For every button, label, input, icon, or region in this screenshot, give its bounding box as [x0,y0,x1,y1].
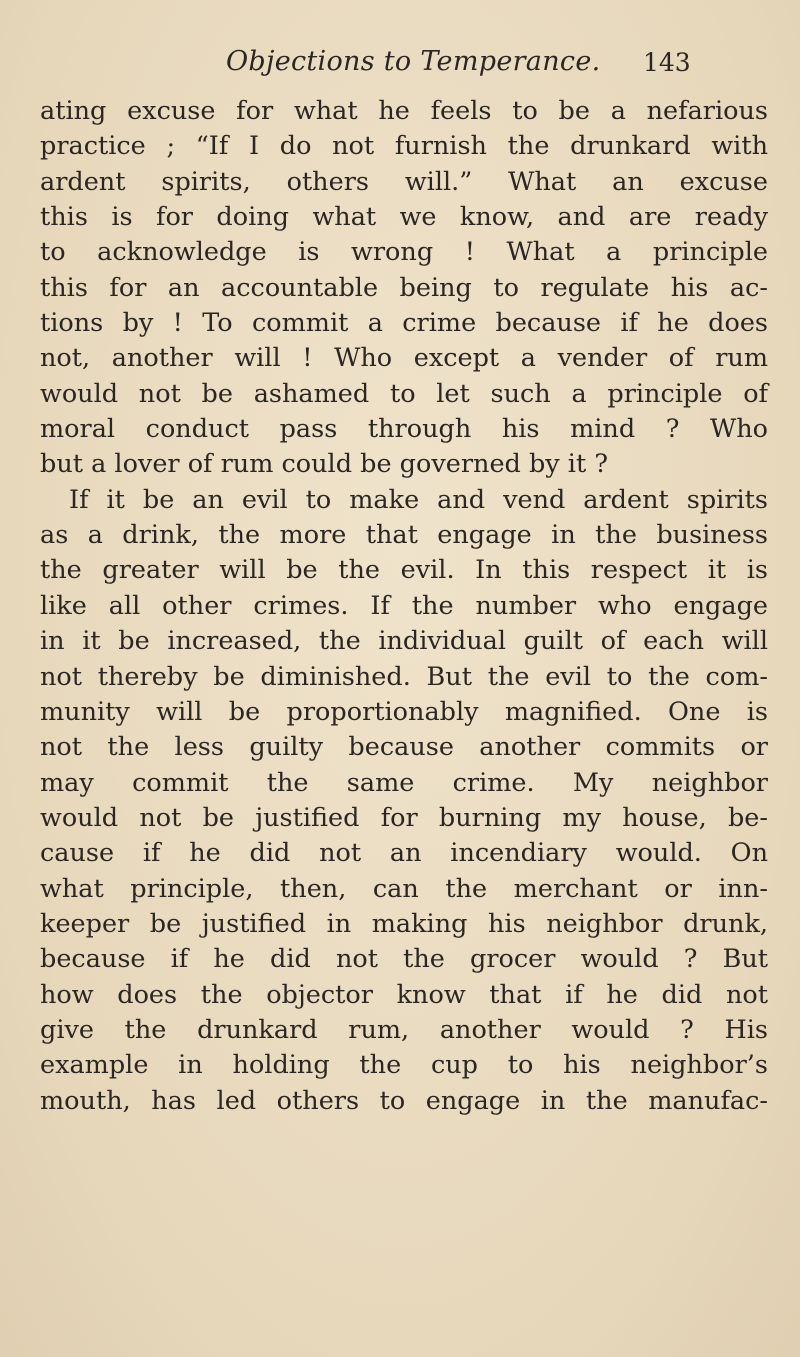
body-text [40,94,768,1119]
text-line: munity will be proportionably magnified. One is [40,696,768,727]
page-number: 143 [643,48,691,77]
text-line: cause if he did not an incendiary would. On [40,838,768,869]
text-line: not the less guilty because another commits or [40,732,768,763]
text-line: how does the objector know that if he did not [40,979,768,1010]
text-line: tions by ! To commit a crime because if he does [40,308,768,339]
text-line: would not be justified for burning my house, be- [40,802,768,833]
text-line: as a drink, the more that engage in the business [40,520,768,551]
running-title: Objections to Temperance. [226,46,601,77]
text-line: to acknowledge is wrong ! What a principle [40,237,768,268]
text-line: ardent spirits, others will.” What an excuse [40,166,768,197]
text-line: example in holding the cup to his neighbor’s [40,1050,768,1081]
text-line: like all other crimes. If the number who engage [40,590,768,621]
text-line: the greater will be the evil. In this respect it is [40,555,768,586]
text-line: mouth, has led others to engage in the manufac- [40,1085,768,1116]
text-line: would not be ashamed to let such a principle of [40,378,768,409]
text-line: this for an accountable being to regulate his ac- [40,272,768,303]
text-line: ating excuse for what he feels to be a nefarious [40,96,768,126]
text-line: but a lover of rum could be governed by it ? [40,449,608,480]
text-line: because if he did not the grocer would ? But [40,944,768,975]
text-line: If it be an evil to make and vend ardent spirits [69,484,768,515]
text-line: keeper be justified in making his neighbor drunk, [40,908,768,939]
text-line: moral conduct pass through his mind ? Who [40,414,768,445]
text-line: this is for doing what we know, and are ready [40,202,768,233]
running-head [0,46,800,86]
text-line: in it be increased, the individual guilt of each will [40,626,768,657]
text-line: practice ; “If I do not furnish the drunkard with [40,131,768,162]
text-line: not, another will ! Who except a vender of rum [40,343,768,374]
text-line: what principle, then, can the merchant or inn- [40,873,768,904]
text-line: may commit the same crime. My neighbor [40,767,768,798]
text-line: not thereby be diminished. But the evil to the com- [40,661,768,692]
text-line: give the drunkard rum, another would ? His [40,1014,768,1045]
